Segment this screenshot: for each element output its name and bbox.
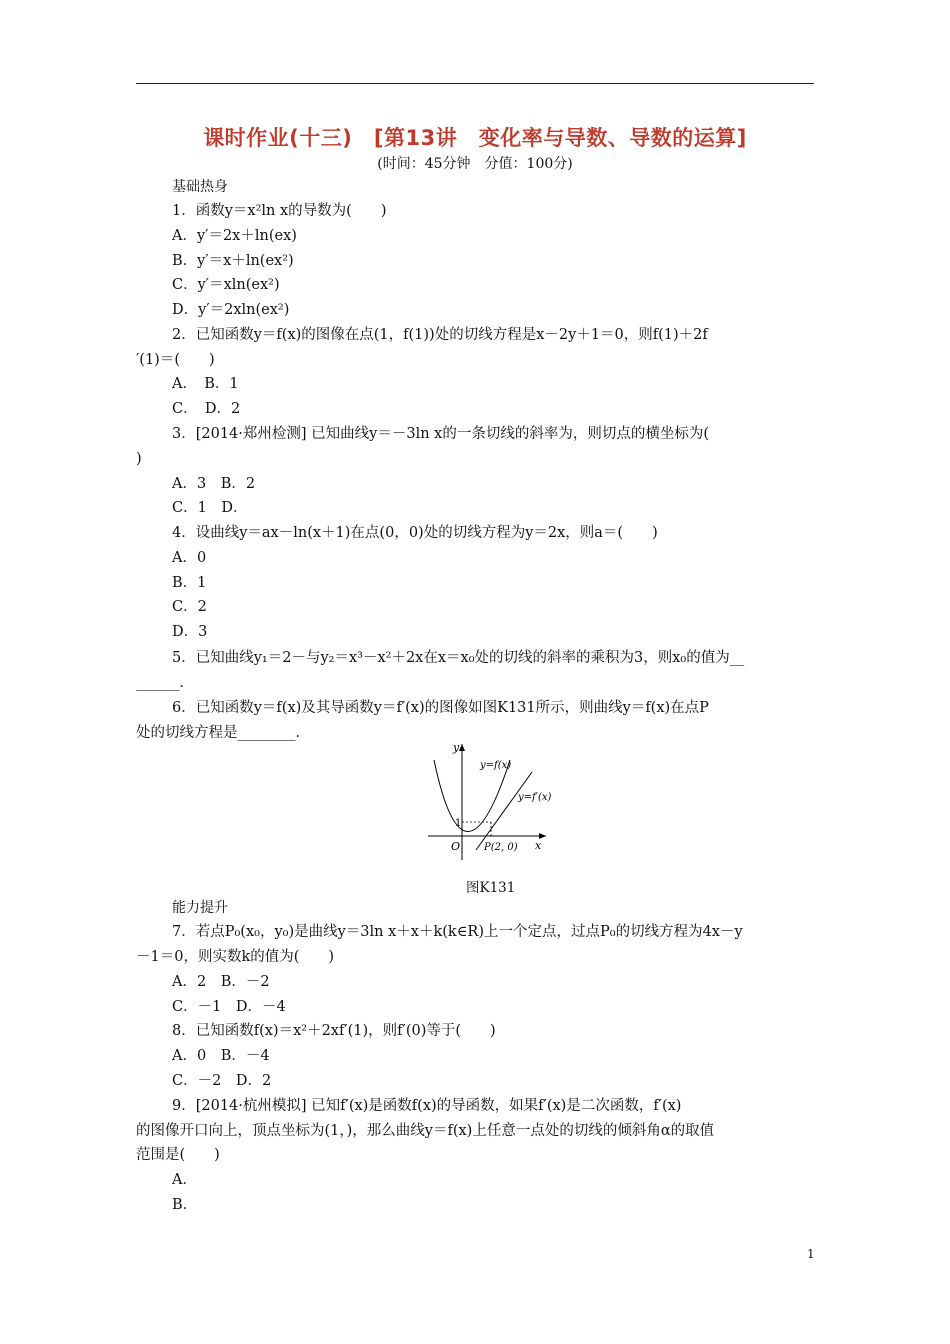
- text-line: A．2 B．－2: [172, 974, 270, 990]
- page-title: 课时作业(十三) [第13讲 变化率与导数、导数的运算]: [203, 126, 747, 150]
- text-line: ′(1)＝( ): [136, 352, 215, 368]
- text-line: C．2: [172, 599, 207, 615]
- text-line: A． B．1: [172, 376, 239, 392]
- text-line: B．y′＝x＋ln(ex²): [172, 253, 294, 269]
- section-heading: 基础热身: [172, 179, 228, 195]
- figure-caption: 图K131: [466, 880, 516, 896]
- label-fprime: y=f′(x): [518, 792, 552, 803]
- text-line: C． D．2: [172, 401, 241, 417]
- text-line: A．0: [172, 550, 207, 566]
- text-line: 6．已知函数y＝f(x)及其导函数y＝f′(x)的图像如图K131所示，则曲线y＝f(x)在点P: [172, 700, 709, 716]
- text-line: B．: [172, 1197, 198, 1213]
- text-line: C．y′＝xln(ex²): [172, 277, 280, 293]
- text-line: A．y′＝2x＋ln(ex): [172, 228, 297, 244]
- text-line: A．0 B．－4: [172, 1048, 270, 1064]
- figure-k131: [420, 738, 555, 863]
- text-line: C．1 D．: [172, 500, 248, 516]
- text-line: 4．设曲线y＝ax－ln(x＋1)在点(0，0)处的切线方程为y＝2x，则a＝( ): [172, 525, 658, 541]
- text-line: A．3 B．2: [172, 476, 256, 492]
- text-line: －1＝0，则实数k的值为( ): [136, 949, 335, 965]
- text-line: 9．[2014·杭州模拟] 已知f′(x)是函数f(x)的导函数，如果f′(x)是二次函数，f′(x): [172, 1098, 682, 1114]
- label-fx: y=f(x): [480, 760, 512, 771]
- text-line: 5．已知曲线y₁＝2－与y₂＝x³－x²＋2x在x＝x₀处的切线的斜率的乘积为3，则x₀的值为__: [172, 650, 745, 666]
- text-line: B．1: [172, 575, 207, 591]
- header-rule: [136, 83, 814, 84]
- label-x: x: [535, 839, 542, 852]
- text-line: 的图像开口向上，顶点坐标为(1，)，那么曲线y＝f(x)上任意一点处的切线的倾斜角α的取值: [136, 1123, 715, 1139]
- y-axis-arrow: [459, 744, 465, 751]
- line-f-prime: [476, 772, 532, 850]
- text-line: 8．已知函数f(x)＝x²＋2xf′(1)，则f′(0)等于( ): [172, 1023, 496, 1039]
- text-line: 7．若点P₀(x₀，y₀)是曲线y＝3ln x＋x＋k(k∈R)上一个定点，过点P₀的切线方程为4x－y: [172, 924, 743, 940]
- text-line: A．: [172, 1172, 197, 1188]
- page-number: 1: [807, 1247, 815, 1261]
- text-line: 1．函数y＝x²ln x的导数为( ): [172, 203, 387, 219]
- label-one: 1: [455, 818, 462, 829]
- label-origin: O: [451, 840, 461, 853]
- text-line: 3．[2014·郑州检测] 已知曲线y＝－3ln x的一条切线的斜率为，则切点的横坐标为(: [172, 426, 709, 442]
- text-line: D．3: [172, 624, 208, 640]
- text-line: 2．已知函数y＝f(x)的图像在点(1，f(1))处的切线方程是x－2y＋1＝0，则f(1)＋2f: [172, 327, 708, 343]
- text-line: 处的切线方程是________．: [136, 725, 310, 741]
- label-point-p: P(2, 0): [484, 842, 518, 853]
- text-line: ): [136, 451, 142, 467]
- text-line: 范围是( ): [136, 1147, 220, 1163]
- section-heading: 能力提升: [172, 900, 228, 916]
- page-subtitle: (时间：45分钟 分值：100分): [377, 156, 573, 172]
- text-line: C．－2 D．2: [172, 1073, 272, 1089]
- text-line: D．y′＝2xln(ex²): [172, 302, 290, 318]
- label-y: y: [453, 741, 460, 754]
- text-line: ______．: [136, 675, 194, 691]
- text-line: C．－1 D．－4: [172, 999, 286, 1015]
